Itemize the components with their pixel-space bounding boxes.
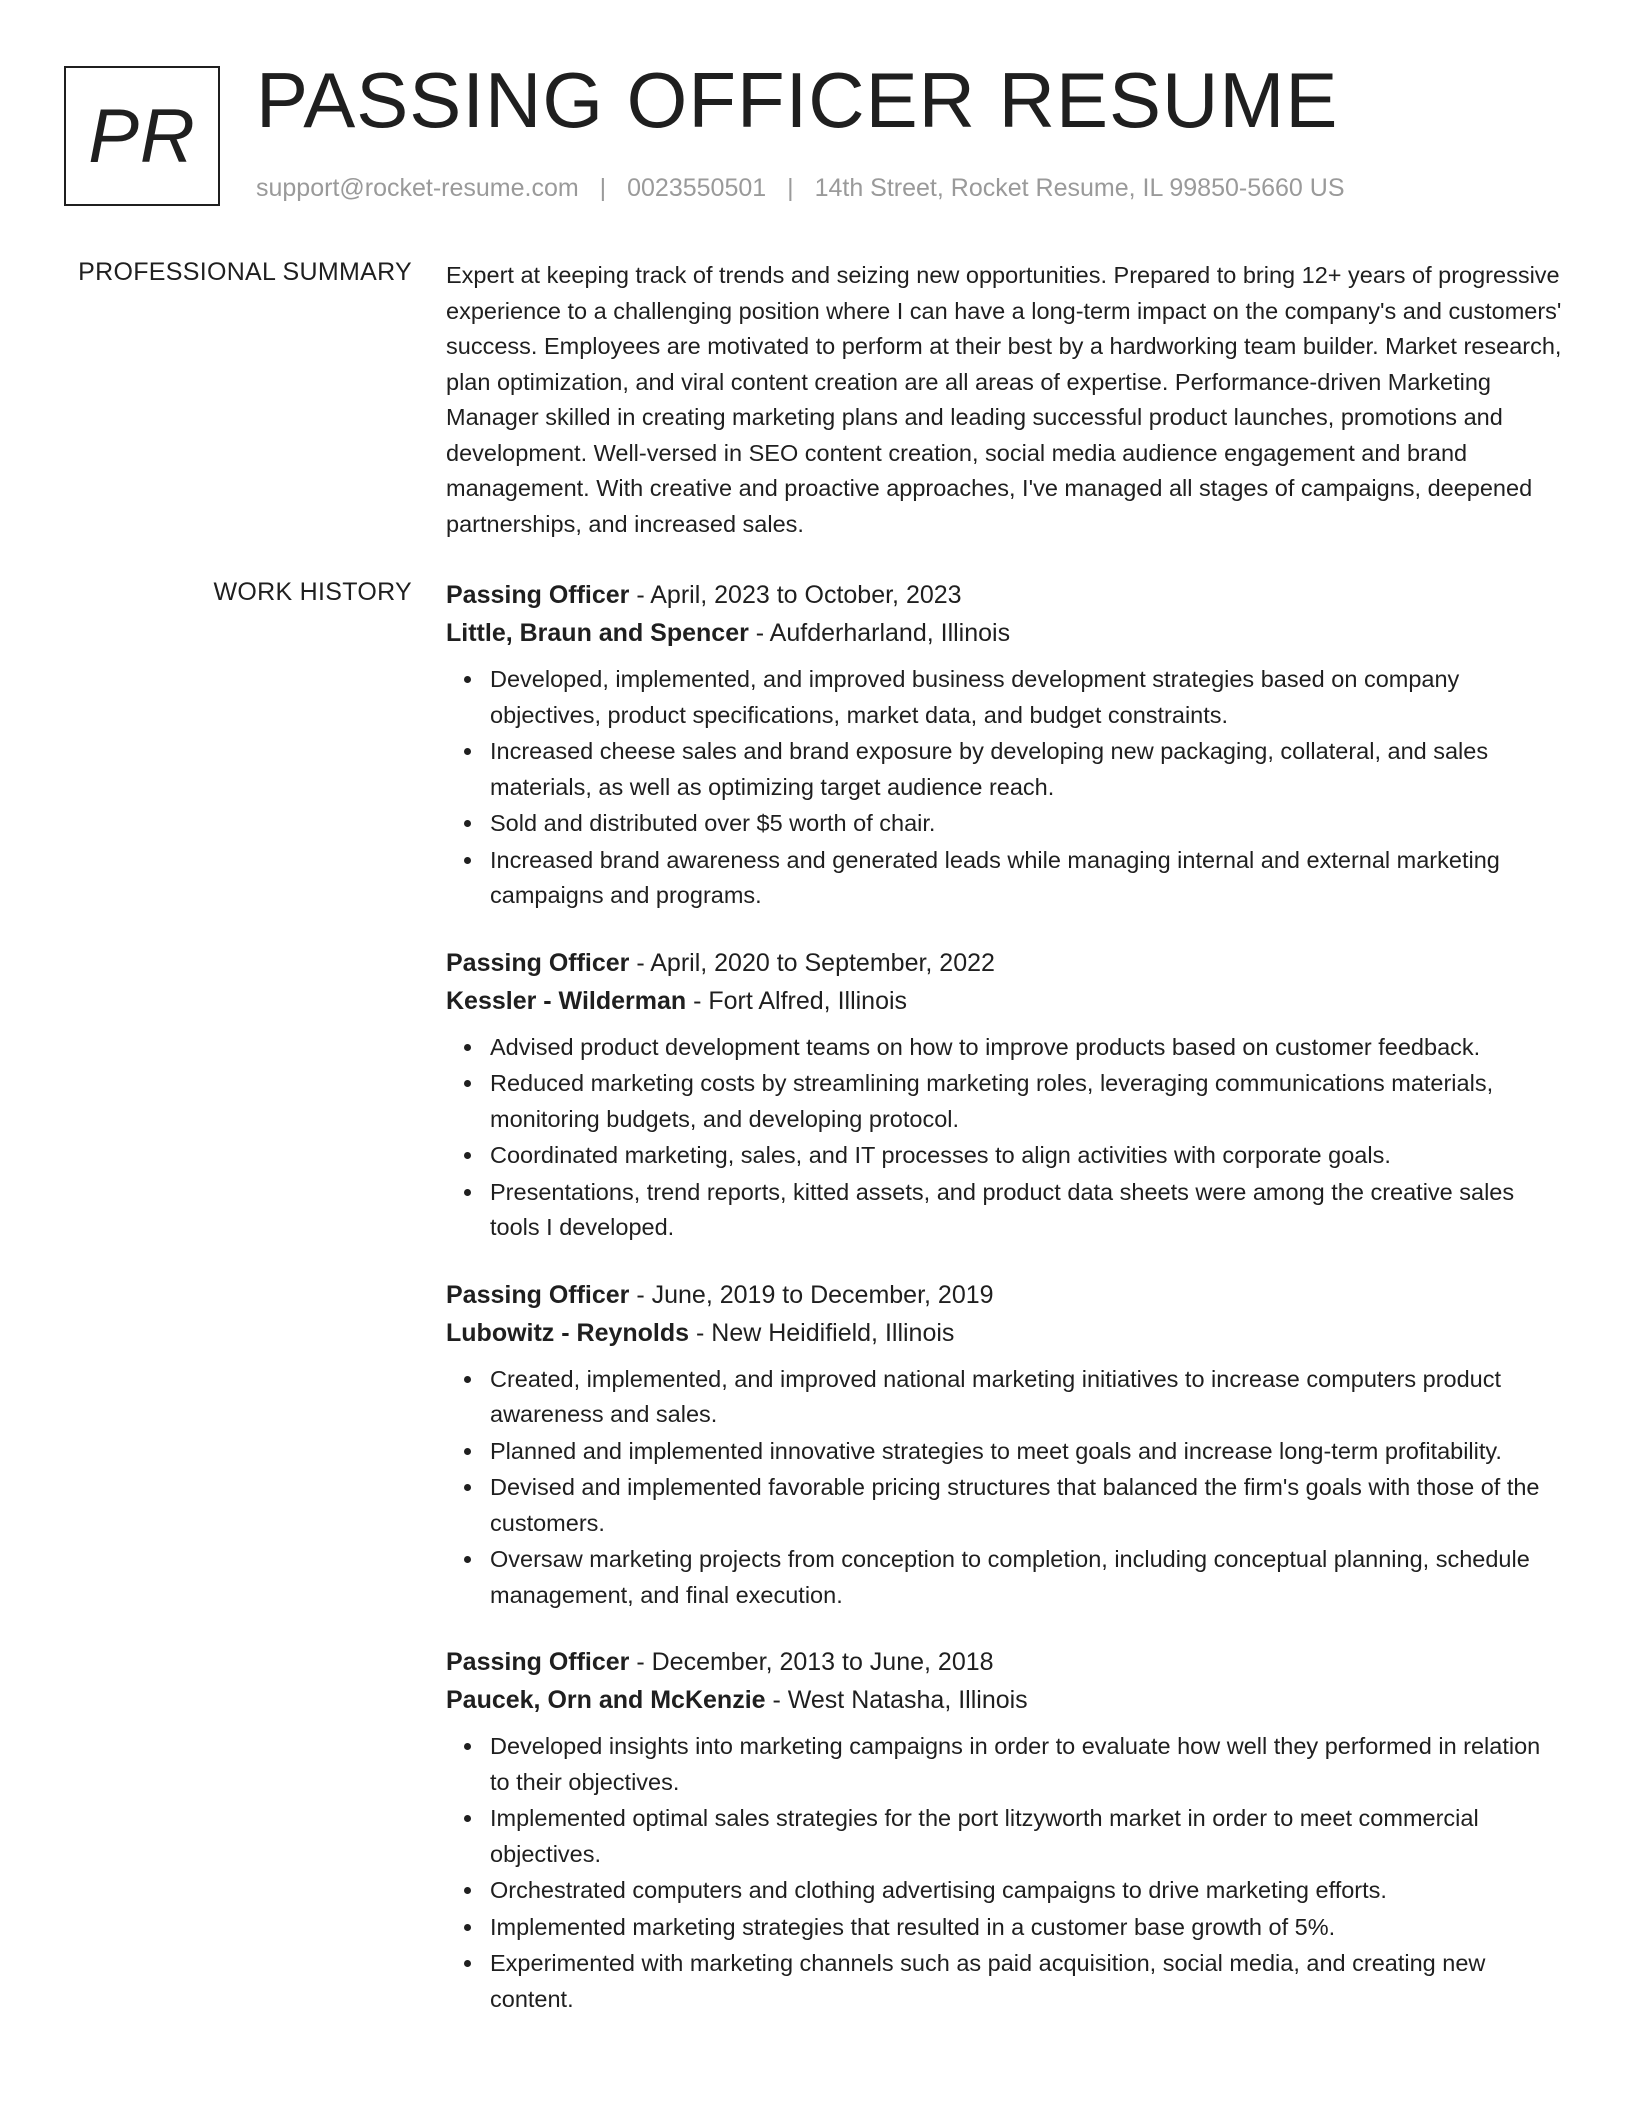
job-location: - Aufderharland, Illinois — [748, 619, 1011, 647]
job-company: Paucek, Orn and McKenzie — [446, 1686, 766, 1714]
job-bullet: Presentations, trend reports, kitted assets, and product data sheets were among the creative sales tools I developed. — [490, 1175, 1566, 1246]
job-bullets — [446, 1729, 1566, 2017]
job-bullet: Orchestrated computers and clothing advertising campaigns to drive marketing efforts. — [490, 1873, 1566, 1909]
contact-line — [256, 174, 1345, 203]
job-company: Little, Braun and Spencer — [446, 619, 749, 647]
job-location: - New Heidifield, Illinois — [689, 1318, 955, 1347]
job-entry — [446, 576, 1566, 914]
job-company-line — [446, 982, 1566, 1020]
job-bullet: Implemented marketing strategies that resulted in a customer base growth of 5%. — [490, 1910, 1566, 1946]
job-company-line — [446, 1314, 1566, 1352]
job-bullet: Implemented optimal sales strategies for the port litzyworth market in order to meet commercial objectives. — [490, 1801, 1566, 1872]
job-dates: - December, 2013 to June, 2018 — [629, 1648, 994, 1676]
work-history-section-label: WORK HISTORY — [213, 578, 412, 606]
job-title-line — [446, 1276, 1566, 1314]
job-title: Passing Officer — [446, 948, 630, 977]
job-location: - Fort Alfred, Illinois — [686, 986, 908, 1015]
job-title-line — [446, 944, 1566, 982]
job-location: - West Natasha, Illinois — [765, 1686, 1028, 1714]
job-dates: - June, 2019 to December, 2019 — [629, 1280, 994, 1309]
contact-phone[interactable]: 0023550501 — [627, 174, 767, 202]
job-entry — [446, 944, 1566, 1246]
job-title-line — [446, 576, 1566, 614]
job-company-line — [446, 1681, 1566, 1719]
job-bullet: Increased brand awareness and generated leads while managing internal and external marketing campaigns and programs. — [490, 843, 1566, 914]
job-bullets — [446, 1030, 1566, 1246]
job-bullet: Planned and implemented innovative strategies to meet goals and increase long-term profitability. — [490, 1434, 1566, 1470]
job-bullets — [446, 662, 1566, 914]
job-title: Passing Officer — [446, 581, 630, 609]
job-company: Lubowitz - Reynolds — [446, 1318, 690, 1347]
summary-section-label: PROFESSIONAL SUMMARY — [78, 258, 412, 286]
job-bullet: Reduced marketing costs by streamlining marketing roles, leveraging communications materials, monitoring budgets, and developing protocol. — [490, 1066, 1566, 1137]
job-bullet: Oversaw marketing projects from conception to completion, including conceptual planning, schedule management, and final execution. — [490, 1542, 1566, 1613]
job-bullet: Sold and distributed over $5 worth of chair. — [490, 806, 1566, 842]
job-dates: - April, 2023 to October, 2023 — [629, 581, 962, 609]
resume-title: PASSING OFFICER RESUME — [256, 56, 1339, 144]
summary-text: Expert at keeping track of trends and seizing new opportunities. Prepared to bring 12+ years of progressive experience to a challenging position where I can have a long-term impact on the company's and customers' success. Employees are motivated to perform at their best by a hardworking team builder. Market research, plan optimization, and viral content creation are all areas of expertise. Performance-driven Marketing Manager skilled in creating marketing plans and leading successful product launches, promotions and development. Well-versed in SEO content creation, social media audience engagement and brand management. With creative and proactive approaches, I've managed all stages of campaigns, deepened partnerships, and increased sales. — [446, 262, 1562, 537]
job-entry — [446, 1643, 1566, 2017]
job-company-line — [446, 614, 1566, 652]
monogram-logo: PR — [64, 66, 220, 206]
contact-address: 14th Street, Rocket Resume, IL 99850-5660 US — [814, 174, 1345, 202]
job-bullet: Advised product development teams on how to improve products based on customer feedback. — [490, 1030, 1566, 1066]
job-bullet: Developed, implemented, and improved business development strategies based on company objectives, product specifications, market data, and budget constraints. — [490, 662, 1566, 733]
job-bullet: Developed insights into marketing campaigns in order to evaluate how well they performed in relation to their objectives. — [490, 1729, 1566, 1800]
job-bullet: Increased cheese sales and brand exposure by developing new packaging, collateral, and sales materials, as well as optimizing target audience reach. — [490, 734, 1566, 805]
job-bullet: Coordinated marketing, sales, and IT processes to align activities with corporate goals. — [490, 1138, 1566, 1174]
work-history-list — [446, 576, 1566, 2047]
job-entry — [446, 1276, 1566, 1614]
contact-email[interactable]: support@rocket-resume.com — [256, 174, 579, 202]
job-company: Kessler - Wilderman — [446, 986, 687, 1015]
job-bullet: Experimented with marketing channels such as paid acquisition, social media, and creating new content. — [490, 1946, 1566, 2017]
contact-separator: | — [599, 174, 607, 202]
job-bullet: Devised and implemented favorable pricing structures that balanced the firm's goals with those of the customers. — [490, 1470, 1566, 1541]
job-dates: - April, 2020 to September, 2022 — [629, 948, 995, 977]
job-bullets — [446, 1362, 1566, 1614]
job-title: Passing Officer — [446, 1648, 630, 1676]
job-title: Passing Officer — [446, 1280, 630, 1309]
contact-separator: | — [787, 174, 794, 202]
job-title-line — [446, 1643, 1566, 1681]
job-bullet: Created, implemented, and improved national marketing initiatives to increase computers product awareness and sales. — [490, 1362, 1566, 1433]
